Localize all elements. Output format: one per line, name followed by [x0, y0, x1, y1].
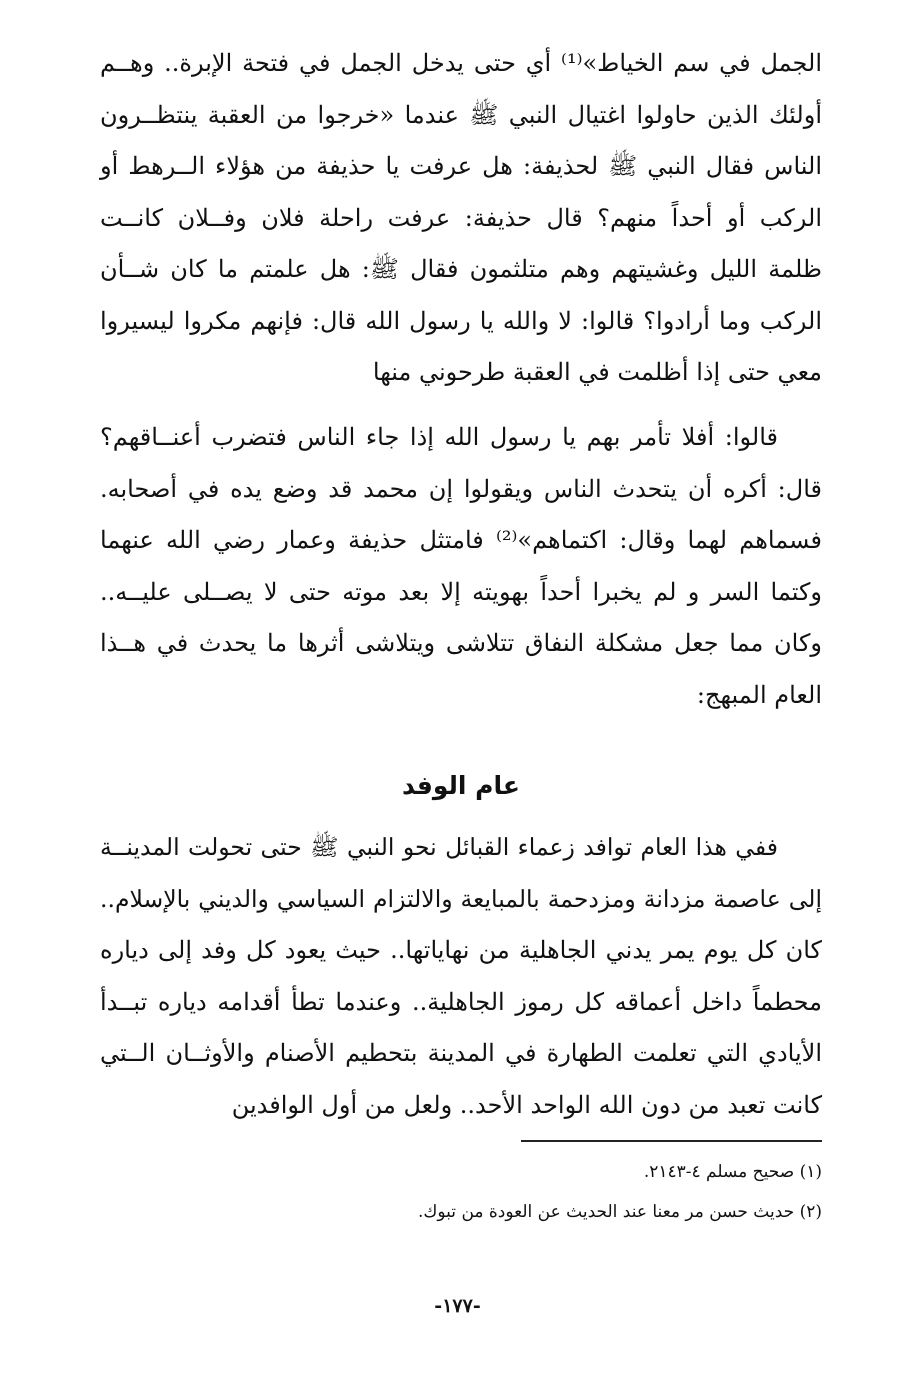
text-line: كان كل يوم يمر يدني الجاهلية من نهاياتها.. حيث يعود كل وفد إلى دياره [100, 936, 822, 964]
text-line: إلى عاصمة مزدانة ومزدحمة بالمبايعة والالتزام السياسي والديني بالإسلام.. [100, 884, 822, 913]
text-line: وكتما السر و لم يخبرا أحداً بهويته إلا بعد موته حتى لا يصــلى عليــه.. [100, 577, 822, 606]
paragraph-2 [100, 412, 822, 721]
text-line: معي حتى إذا أظلمت في العقبة طرحوني منها [372, 358, 822, 386]
text-line: العام المبهج: [696, 680, 822, 709]
text-line: الأيادي التي تعلمت الطهارة في المدينة بتحطيم الأصنام والأوثــان الــتي [100, 1039, 822, 1067]
text-line: الركب وما أرادوا؟ قالوا: لا والله يا رسول الله قال: فإنهم مكروا ليسيروا [100, 306, 822, 335]
text-line: كانت تعبد من دون الله الواحد الأحد.. ولعل من أول الوافدين [231, 1090, 822, 1119]
footnotes [200, 1152, 822, 1232]
text-line: محطماً داخل أعماقه كل رموز الجاهلية.. وعندما تطأ أقدامه دياره تبــدأ [100, 987, 822, 1016]
section-heading: عام الوفد [402, 771, 520, 800]
footnote-divider [521, 1140, 822, 1142]
footnote-1: (١) صحيح مسلم ٤-٢١٤٣. [643, 1162, 822, 1182]
text-line: الناس فقال النبي ﷺ لحذيفة: هل عرفت يا حذيفة من هؤلاء الــرهط أو [100, 152, 822, 180]
text-line: أولئك الذين حاولوا اغتيال النبي ﷺ عندما «خرجوا من العقبة ينتظــرون [100, 100, 822, 129]
footnote-2: (٢) حديث حسن مر معنا عند الحديث عن العودة من تبوك. [417, 1202, 822, 1222]
text-line: قالوا: أفلا تأمر بهم يا رسول الله إذا جاء الناس فتضرب أعنــاقهم؟ [100, 423, 778, 451]
paragraph-1 [100, 38, 822, 399]
text-line: ظلمة الليل وغشيتهم وهم متلثمون فقال ﷺ: هل علمتم ما كان شــأن [100, 255, 822, 283]
text-line: فسماهم لهما وقال: اكتماهم»⁽²⁾ فامتثل حذيفة وعمار رضي الله عنهما [100, 526, 823, 554]
page-number: -١٧٧- [434, 1295, 481, 1317]
text-line: الركب أو أحداً منهم؟ قال حذيفة: عرفت راحلة فلان وفــلان كانــت [100, 203, 822, 232]
paragraph-3 [100, 822, 822, 1131]
text-line: الجمل في سم الخياط»⁽¹⁾ أي حتى يدخل الجمل في فتحة الإبرة.. وهــم [100, 49, 822, 77]
text-line: قال: أكره أن يتحدث الناس ويقولوا إن محمد قد وضع يده في أصحابه. [100, 474, 822, 503]
text-line: ففي هذا العام توافد زعماء القبائل نحو النبي ﷺ حتى تحولت المدينــة [100, 833, 778, 861]
text-line: وكان مما جعل مشكلة النفاق تتلاشى ويتلاشى أثرها ما يحدث في هــذا [100, 629, 822, 657]
